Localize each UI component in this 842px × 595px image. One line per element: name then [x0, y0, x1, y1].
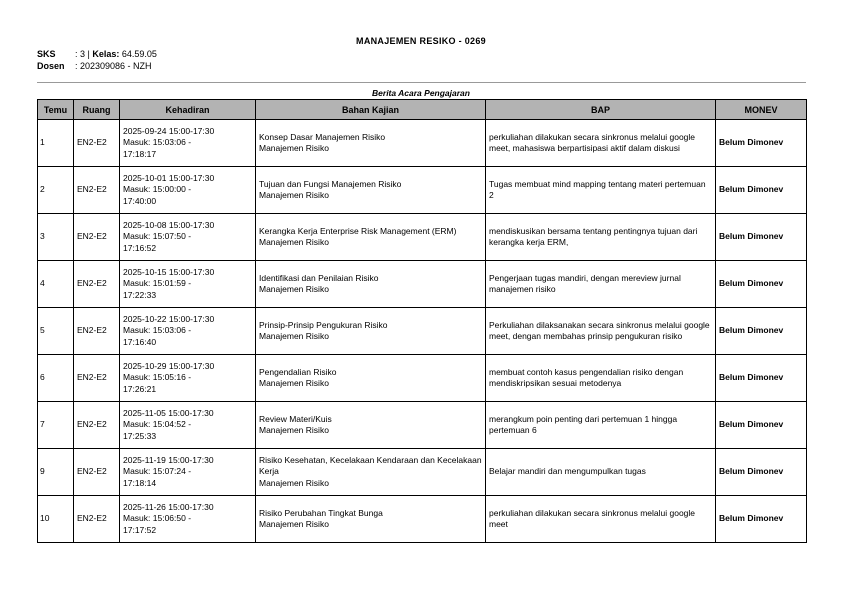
col-header-bap: BAP [486, 100, 716, 120]
kehadiran-masuk: Masuk: 15:00:00 - [123, 184, 192, 195]
kehadiran-jadwal: 2025-11-19 15:00-17:30 [123, 454, 214, 465]
cell-bap: mendiskusikan bersama tentang pentingnya tujuan dari kerangka kerja ERM, [486, 214, 716, 261]
cell-kehadiran [120, 308, 256, 355]
dosen-label: Dosen [37, 61, 65, 71]
bahan-line: Manajemen Risiko [259, 519, 329, 529]
cell-kehadiran [120, 120, 256, 167]
cell-temu: 4 [38, 261, 74, 308]
cell-kehadiran [120, 261, 256, 308]
cell-temu: 3 [38, 214, 74, 261]
cell-monev: Belum Dimonev [716, 167, 807, 214]
cell-monev: Belum Dimonev [716, 402, 807, 449]
bahan-line: Manajemen Risiko [259, 237, 329, 247]
sks-value: : 3 | [75, 49, 93, 59]
cell-bap: Belajar mandiri dan mengumpulkan tugas [486, 449, 716, 496]
cell-monev: Belum Dimonev [716, 496, 807, 543]
document-title: MANAJEMEN RESIKO - 0269 [356, 36, 486, 46]
bahan-line: Pengendalian Risiko [259, 366, 337, 377]
kehadiran-masuk: Masuk: 15:07:24 - [123, 466, 192, 477]
cell-kehadiran [120, 496, 256, 543]
header-divider [37, 82, 806, 83]
table-caption: Berita Acara Pengajaran [372, 88, 470, 98]
cell-temu: 9 [38, 449, 74, 496]
cell-kehadiran [120, 214, 256, 261]
bahan-line: Manajemen Risiko [259, 143, 329, 153]
table-header-row [38, 100, 807, 120]
bahan-line: Kerangka Kerja Enterprise Risk Management (ERM) [259, 225, 457, 236]
bahan-line: Manajemen Risiko [259, 284, 329, 294]
kehadiran-jadwal: 2025-10-22 15:00-17:30 [123, 313, 215, 324]
kehadiran-keluar: 17:18:14 [123, 477, 157, 488]
cell-bap: Tugas membuat mind mapping tentang materi pertemuan 2 [486, 167, 716, 214]
kehadiran-keluar: 17:18:17 [123, 148, 157, 159]
bahan-line: Manajemen Risiko [259, 378, 329, 388]
cell-bahan-kajian [256, 402, 486, 449]
cell-bahan-kajian [256, 308, 486, 355]
cell-ruang: EN2-E2 [74, 167, 120, 214]
cell-kehadiran [120, 449, 256, 496]
cell-bap: membuat contoh kasus pengendalian risiko dengan mendiskripsikan sesuai metodenya [486, 355, 716, 402]
col-header-ruang: Ruang [74, 100, 120, 120]
table-row [38, 214, 807, 261]
kelas-value: 64.59.05 [119, 49, 157, 59]
kehadiran-jadwal: 2025-09-24 15:00-17:30 [123, 125, 215, 136]
cell-bap: merangkum poin penting dari pertemuan 1 hingga pertemuan 6 [486, 402, 716, 449]
cell-monev: Belum Dimonev [716, 214, 807, 261]
kelas-label: Kelas: [92, 49, 120, 59]
cell-monev: Belum Dimonev [716, 308, 807, 355]
cell-temu: 2 [38, 167, 74, 214]
bahan-line: Prinsip-Prinsip Pengukuran Risiko [259, 319, 388, 330]
cell-ruang: EN2-E2 [74, 214, 120, 261]
cell-monev: Belum Dimonev [716, 355, 807, 402]
kehadiran-keluar: 17:16:40 [123, 336, 157, 347]
kehadiran-keluar: 17:16:52 [123, 242, 157, 253]
bahan-line: Manajemen Risiko [259, 425, 329, 435]
cell-monev: Belum Dimonev [716, 120, 807, 167]
cell-ruang: EN2-E2 [74, 402, 120, 449]
col-header-temu: Temu [38, 100, 74, 120]
cell-ruang: EN2-E2 [74, 449, 120, 496]
kehadiran-keluar: 17:17:52 [123, 524, 157, 535]
cell-bap: Perkuliahan dilaksanakan secara sinkronus melalui google meet, dengan membahas prinsip pengukuran risiko [486, 308, 716, 355]
bap-table [37, 99, 807, 543]
kehadiran-jadwal: 2025-10-08 15:00-17:30 [123, 219, 215, 230]
cell-kehadiran [120, 355, 256, 402]
bahan-line: Risiko Perubahan Tingkat Bunga [259, 507, 383, 518]
bahan-line: Konsep Dasar Manajemen Risiko [259, 131, 386, 142]
table-row [38, 402, 807, 449]
col-header-kehadiran: Kehadiran [120, 100, 256, 120]
cell-bahan-kajian [256, 449, 486, 496]
kehadiran-masuk: Masuk: 15:01:59 - [123, 278, 192, 289]
cell-ruang: EN2-E2 [74, 308, 120, 355]
kehadiran-masuk: Masuk: 15:04:52 - [123, 419, 192, 430]
cell-ruang: EN2-E2 [74, 120, 120, 167]
cell-temu: 1 [38, 120, 74, 167]
cell-kehadiran [120, 402, 256, 449]
bahan-line: Risiko Kesehatan, Kecelakaan Kendaraan dan Kecelakaan Kerja [259, 454, 482, 477]
kehadiran-masuk: Masuk: 15:03:06 - [123, 325, 192, 336]
kehadiran-masuk: Masuk: 15:07:50 - [123, 231, 192, 242]
cell-temu: 10 [38, 496, 74, 543]
cell-kehadiran [120, 167, 256, 214]
table-row [38, 167, 807, 214]
cell-bap: perkuliahan dilakukan secara sinkronus melalui google meet [486, 496, 716, 543]
kehadiran-jadwal: 2025-10-01 15:00-17:30 [123, 172, 215, 183]
table-row [38, 261, 807, 308]
cell-ruang: EN2-E2 [74, 496, 120, 543]
table-row [38, 308, 807, 355]
cell-bap: Pengerjaan tugas mandiri, dengan mereview jurnal manajemen risiko [486, 261, 716, 308]
dosen-line [37, 61, 152, 71]
sks-label: SKS [37, 49, 56, 59]
kehadiran-keluar: 17:40:00 [123, 195, 157, 206]
cell-bahan-kajian [256, 496, 486, 543]
cell-ruang: EN2-E2 [74, 261, 120, 308]
kehadiran-keluar: 17:26:21 [123, 383, 157, 394]
kehadiran-masuk: Masuk: 15:06:50 - [123, 513, 192, 524]
bahan-line: Review Materi/Kuis [259, 413, 332, 424]
kehadiran-jadwal: 2025-10-15 15:00-17:30 [123, 266, 215, 277]
table-row [38, 449, 807, 496]
kehadiran-jadwal: 2025-11-26 15:00-17:30 [123, 501, 214, 512]
kehadiran-masuk: Masuk: 15:03:06 - [123, 137, 192, 148]
col-header-bahan-kajian: Bahan Kajian [256, 100, 486, 120]
cell-temu: 7 [38, 402, 74, 449]
cell-temu: 6 [38, 355, 74, 402]
table-row [38, 496, 807, 543]
cell-ruang: EN2-E2 [74, 355, 120, 402]
cell-monev: Belum Dimonev [716, 261, 807, 308]
bahan-line: Manajemen Risiko [259, 331, 329, 341]
bahan-line: Manajemen Risiko [259, 477, 329, 488]
kehadiran-jadwal: 2025-10-29 15:00-17:30 [123, 360, 215, 371]
bahan-line: Manajemen Risiko [259, 190, 329, 200]
kehadiran-keluar: 17:25:33 [123, 430, 157, 441]
bahan-line: Identifikasi dan Penilaian Risiko [259, 272, 379, 283]
kehadiran-masuk: Masuk: 15:05:16 - [123, 372, 192, 383]
cell-bahan-kajian [256, 120, 486, 167]
cell-temu: 5 [38, 308, 74, 355]
table-row [38, 355, 807, 402]
col-header-monev: MONEV [716, 100, 807, 120]
cell-bahan-kajian [256, 355, 486, 402]
table-row [38, 120, 807, 167]
dosen-value: : 202309086 - NZH [75, 61, 152, 71]
sks-kelas-line [37, 49, 157, 59]
kehadiran-keluar: 17:22:33 [123, 289, 157, 300]
cell-bap: perkuliahan dilakukan secara sinkronus melalui google meet, mahasiswa berpartisipasi aktif dalam diskusi [486, 120, 716, 167]
bahan-line: Tujuan dan Fungsi Manajemen Risiko [259, 178, 402, 189]
cell-bahan-kajian [256, 214, 486, 261]
cell-bahan-kajian [256, 261, 486, 308]
cell-bahan-kajian [256, 167, 486, 214]
cell-monev: Belum Dimonev [716, 449, 807, 496]
kehadiran-jadwal: 2025-11-05 15:00-17:30 [123, 407, 214, 418]
